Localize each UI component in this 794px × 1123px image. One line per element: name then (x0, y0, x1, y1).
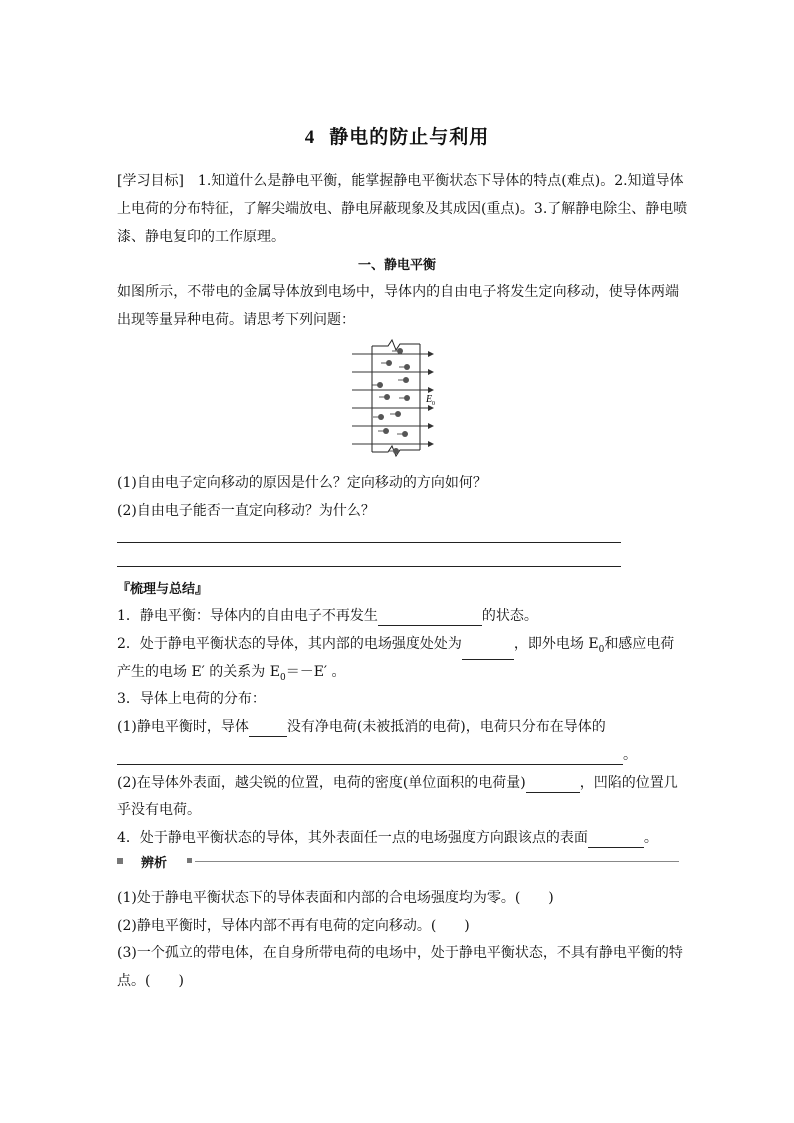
discern-header (117, 852, 679, 872)
summary-text: 1．静电平衡：导体内的自由电子不再发生 (117, 608, 378, 624)
summary-point-3: 3．导体上电荷的分布： (117, 691, 266, 707)
electron (392, 348, 403, 354)
conductor-in-field-figure (350, 338, 450, 463)
fill-blank[interactable] (378, 609, 482, 626)
fill-blank[interactable] (462, 643, 514, 660)
discern-item-3-cont: 点。( ) (117, 973, 184, 989)
arrowhead (428, 351, 434, 357)
electron (399, 364, 410, 370)
conductor-diagram (350, 338, 450, 463)
summary-text: ，凹陷的位置几 (579, 775, 678, 791)
question-2: (2)自由电子能否一直定向移动？为什么？ (117, 503, 375, 519)
field-label: E (426, 394, 433, 405)
square-bullet-icon (187, 858, 192, 863)
objectives-line-2: 上电荷的分布特征，了解尖端放电、静电屏蔽现象及其成因(重点)。3.了解静电除尘、静电喷 (117, 201, 688, 217)
electron (379, 394, 390, 400)
section-number: 4 (304, 127, 316, 148)
summary-text: 2．处于静电平衡状态的导体，其内部的电场强度处处为 (117, 636, 462, 652)
electron (399, 395, 410, 401)
summary-point-2 (117, 634, 679, 660)
fill-blank[interactable] (117, 748, 623, 765)
intro-line-2: 出现等量异种电荷。请思考下列问题： (117, 312, 355, 328)
summary-text: 产生的电场 E′ 的关系为 E (117, 664, 280, 680)
discern-item-1: (1)处于静电平衡状态下的导体表面和内部的合电场强度均为零。( ) (117, 890, 554, 906)
divider (195, 861, 679, 862)
summary-text: 和感应电荷 (604, 636, 675, 652)
discern-item-2: (2)静电平衡时，导体内部不再有电荷的定向移动。( ) (117, 918, 470, 934)
arrowhead (428, 441, 434, 447)
electron (390, 411, 401, 417)
summary-point-3-1 (117, 717, 679, 737)
question-1: (1)自由电子定向移动的原因是什么？定向移动的方向如何？ (117, 475, 487, 491)
summary-text: ＝－E′ 。 (285, 664, 346, 680)
electron (397, 431, 408, 437)
answer-line[interactable] (117, 566, 621, 567)
electron (381, 360, 392, 366)
answer-line[interactable] (117, 542, 621, 543)
arrowhead (428, 387, 434, 393)
square-bullet-icon (117, 858, 123, 864)
summary-heading: 『梳理与总结』 (117, 582, 209, 597)
electrons (372, 348, 410, 454)
objectives-line-1: [学习目标] 1.知道什么是静电平衡，能掌握静电平衡状态下导体的特点(难点)。2.知道导体 (117, 173, 684, 189)
page-title (0, 122, 794, 149)
summary-point-1 (117, 606, 679, 626)
electron (398, 377, 409, 383)
intro-line-1: 如图所示，不带电的金属导体放到电场中，导体内的自由电子将发生定向移动，使导体两端 (117, 284, 679, 300)
field-label-subscript: 0 (432, 401, 435, 407)
electron (372, 382, 383, 388)
summary-point-2-cont (117, 662, 679, 688)
summary-point-3-2-cont: 乎没有电荷。 (117, 802, 201, 818)
summary-text: (2)在导体外表面，越尖锐的位置，电荷的密度(单位面积的电荷量) (117, 775, 526, 791)
summary-text: 4．处于静电平衡状态的导体，其外表面任一点的电场强度方向跟该点的表面 (117, 830, 588, 846)
summary-text: 的状态。 (481, 608, 538, 624)
summary-text: (1)静电平衡时，导体 (117, 719, 249, 735)
summary-point-4 (117, 828, 679, 848)
section-heading-static-equilibrium: 一、静电平衡 (357, 258, 436, 273)
discern-heading: 辨析 (141, 856, 168, 871)
summary-text: ，即外电场 E (513, 636, 599, 652)
summary-text: 。 (623, 747, 637, 763)
summary-point-3-1-cont (117, 745, 679, 765)
electron (378, 428, 389, 434)
summary-point-3-2 (117, 773, 679, 793)
subscript: 0 (598, 644, 605, 655)
fill-blank[interactable] (526, 776, 580, 793)
fill-blank[interactable] (249, 720, 287, 737)
arrowhead (428, 423, 434, 429)
summary-text: 。 (643, 830, 658, 846)
discern-item-3: (3)一个孤立的带电体，在自身所带电荷的电场中，处于静电平衡状态，不具有静电平衡的特 (117, 945, 683, 961)
arrowhead (428, 369, 434, 375)
electron (373, 414, 384, 420)
title-text: 静电的防止与利用 (329, 126, 490, 148)
objectives-line-3: 漆、静电复印的工作原理。 (117, 229, 285, 245)
conductor-top-edge (372, 340, 420, 350)
fill-blank[interactable] (588, 831, 644, 848)
summary-text: 没有净电荷(未被抵消的电荷)，电荷只分布在导体的 (286, 719, 606, 735)
subscript: 0 (279, 672, 286, 683)
